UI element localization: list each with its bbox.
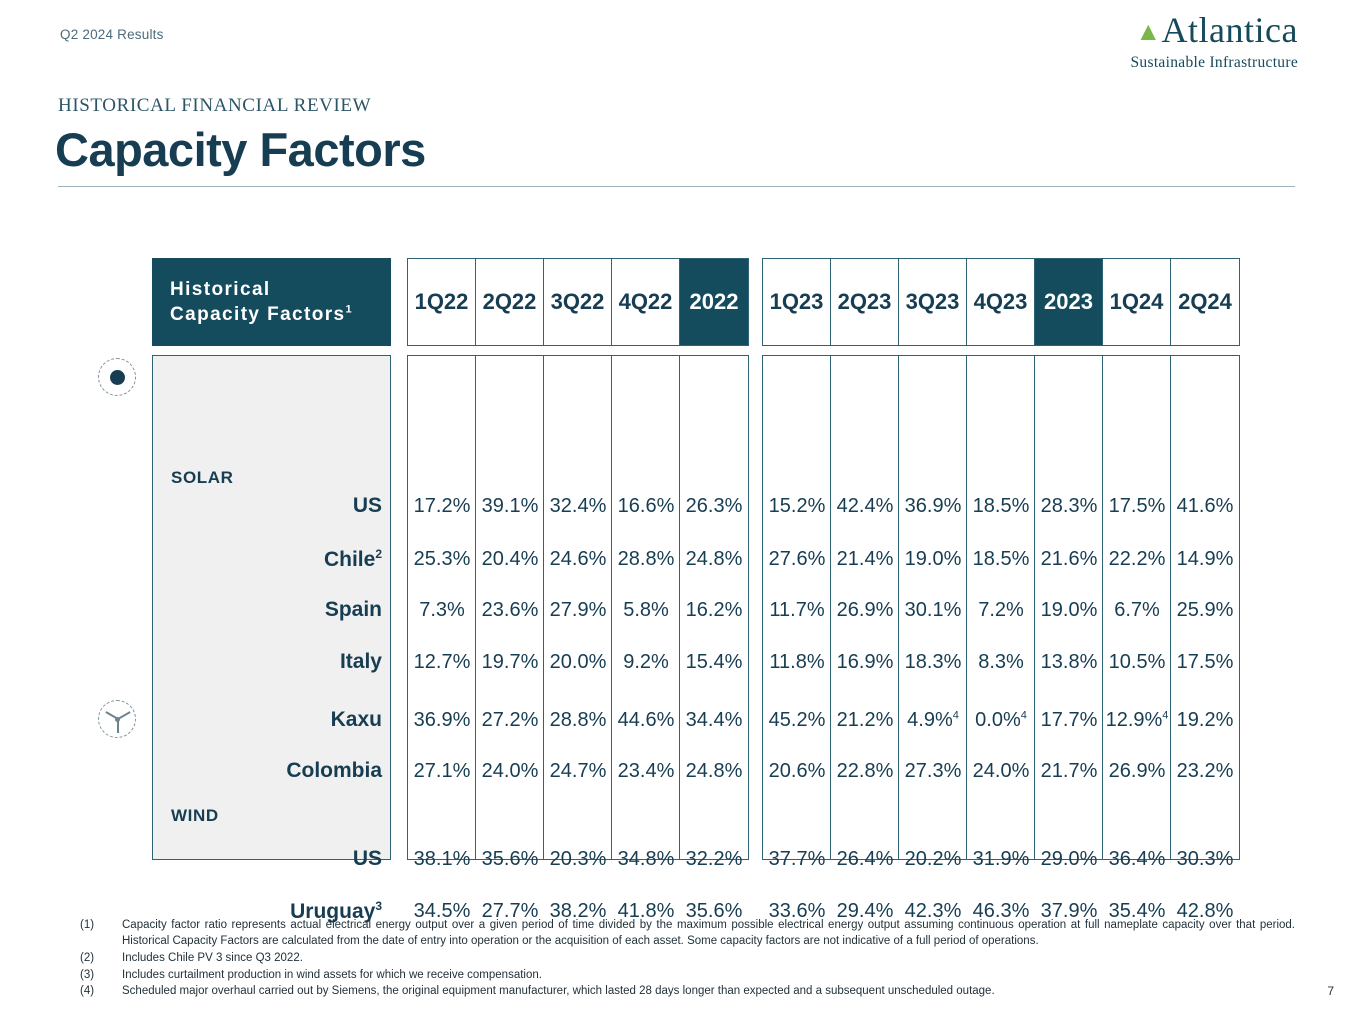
corner-title-line1: Historical: [170, 278, 271, 300]
cell-uruguay-2q23: 29.4%: [836, 900, 894, 922]
cell-italy-2023: 13.8%: [1040, 651, 1098, 673]
cell-us-2q23: 26.4%: [836, 848, 894, 870]
footnote-number: (4): [80, 985, 95, 998]
solar-icon: [98, 358, 136, 396]
cell-uruguay-2023: 37.9%: [1040, 900, 1098, 922]
cell-colombia-2023: 21.7%: [1040, 760, 1098, 782]
table-body: [152, 355, 1240, 923]
cell-us-2q23: 42.4%: [836, 495, 894, 517]
wind-blade: [118, 711, 131, 720]
cell-kaxu-2q22: 27.2%: [481, 709, 539, 731]
cell-italy-2q22: 19.7%: [481, 651, 539, 673]
cell-chile-1q22: 25.3%: [413, 548, 471, 570]
row-label-column: [152, 355, 391, 923]
cell-spain-1q22: 7.3%: [419, 599, 465, 621]
wind-icon: [98, 700, 136, 738]
row-label-chile-solar: Chile$^2$: [323, 547, 382, 571]
cell-chile-3q22: 24.6%: [549, 548, 607, 570]
row-label-italy-solar: Italy: [339, 650, 382, 673]
deck-label: Q2 2024 Results: [60, 27, 164, 42]
cell-us-1q22: 38.1%: [413, 848, 471, 870]
footnote-text: Capacity factor ratio represents actual electrical energy output over a given period of time divided by the maximum possible electrical energy output assuming continuous operation at full nameplate capacity over that period. Historical Capacity Factors are calculated from the date of entry into operation or the acquisition of each asset. Some capacity factors are not indicative of a full period of operations.: [122, 919, 1295, 947]
cell-uruguay-4q22: 41.8%: [617, 900, 675, 922]
cell-kaxu-2q23: 21.2%: [836, 709, 894, 731]
cell-colombia-1q22: 27.1%: [413, 760, 471, 782]
footnote-text: Scheduled major overhaul carried out by Siemens, the original equipment manufacturer, which lasted 28 days longer than expected and a subsequent unscheduled outage.: [122, 985, 995, 998]
data-column-2023: [1035, 356, 1103, 922]
data-column-2q22: [476, 356, 544, 922]
cell-chile-2q24: 14.9%: [1176, 548, 1234, 570]
row-label-uruguay-wind: Uruguay$^3$: [290, 899, 382, 923]
cell-kaxu-4q22: 44.6%: [617, 709, 675, 731]
cell-italy-2q23: 16.9%: [836, 651, 894, 673]
row-label-spain-solar: Spain: [324, 598, 382, 621]
cell-chile-2022: 24.8%: [685, 548, 743, 570]
column-header-2023: 2023: [1035, 259, 1103, 345]
cell-colombia-4q22: 23.4%: [617, 760, 675, 782]
capacity-factors-table: [152, 258, 1240, 923]
cell-spain-2q24: 25.9%: [1176, 599, 1234, 621]
cell-us-4q23: 18.5%: [972, 495, 1030, 517]
cell-spain-3q23: 30.1%: [904, 599, 962, 621]
footnotes: [80, 918, 1295, 1001]
data-column-4q23: [967, 356, 1035, 922]
cell-uruguay-1q24: 35.4%: [1108, 900, 1166, 922]
cell-kaxu-3q22: 28.8%: [549, 709, 607, 731]
row-label-us-solar: US: [352, 494, 382, 517]
wind-blade: [117, 719, 119, 733]
footnote-number: (3): [80, 968, 95, 981]
cell-italy-3q23: 18.3%: [904, 651, 962, 673]
cell-spain-2q23: 26.9%: [836, 599, 894, 621]
logo-wordmark: [1131, 12, 1298, 48]
column-header-2q24: 2Q24: [1178, 289, 1232, 314]
cell-spain-2023: 19.0%: [1040, 599, 1098, 621]
cell-italy-3q22: 20.0%: [549, 651, 607, 673]
data-column-1q22: [408, 356, 476, 922]
cell-kaxu-2022: 34.4%: [685, 709, 743, 731]
row-label-colombia-solar: Colombia: [286, 759, 382, 782]
cell-us-2023: 29.0%: [1040, 848, 1098, 870]
footnote: [80, 968, 1295, 984]
cell-italy-2q24: 17.5%: [1176, 651, 1234, 673]
corner-title-line2: Capacity Factors$^1$: [170, 303, 352, 325]
cell-uruguay-2q22: 27.7%: [481, 900, 539, 922]
cell-kaxu-1q22: 36.9%: [413, 709, 471, 731]
row-label-us-wind: US: [352, 847, 382, 870]
data-column-1q24: [1103, 356, 1171, 922]
data-column-2022: [680, 356, 748, 922]
column-header-4q22: 4Q22: [612, 259, 680, 345]
column-header-2q22: 2Q22: [476, 259, 544, 345]
cell-chile-1q24: 22.2%: [1108, 548, 1166, 570]
cell-spain-4q22: 5.8%: [623, 599, 669, 621]
cell-spain-2022: 16.2%: [685, 599, 743, 621]
cell-spain-4q23: 7.2%: [978, 599, 1024, 621]
cell-kaxu-2023: 17.7%: [1040, 709, 1098, 731]
cell-kaxu-1q23: 45.2%: [768, 709, 826, 731]
cell-colombia-2q22: 24.0%: [481, 760, 539, 782]
data-column-4q22: [612, 356, 680, 922]
cell-spain-3q22: 27.9%: [549, 599, 607, 621]
cell-us-3q22: 20.3%: [549, 848, 607, 870]
cell-kaxu-3q23: 4.9%$^4$: [907, 709, 959, 731]
cell-colombia-2022: 24.8%: [685, 760, 743, 782]
cell-spain-2q22: 23.6%: [481, 599, 539, 621]
cell-us-1q24: 36.4%: [1108, 848, 1166, 870]
cell-us-1q23: 15.2%: [768, 495, 826, 517]
cell-chile-3q23: 19.0%: [904, 548, 962, 570]
column-header-2q23: 2Q23: [831, 259, 899, 345]
column-header-4q23: 4Q23: [967, 259, 1035, 345]
cell-us-2q24: 41.6%: [1176, 495, 1234, 517]
cell-kaxu-4q23: 0.0%$^4$: [975, 709, 1027, 731]
column-header-1q23: 1Q23: [763, 259, 831, 345]
section-label-wind: WIND: [171, 806, 219, 825]
cell-colombia-1q24: 26.9%: [1108, 760, 1166, 782]
cell-colombia-4q23: 24.0%: [972, 760, 1030, 782]
table-header-row: [152, 258, 1240, 346]
section-eyebrow: HISTORICAL FINANCIAL REVIEW: [58, 95, 372, 116]
cell-chile-4q22: 28.8%: [617, 548, 675, 570]
cell-chile-2q22: 20.4%: [481, 548, 539, 570]
section-label-solar: SOLAR: [171, 468, 234, 487]
footnote-text: Includes curtailment production in wind assets for which we receive compensation.: [122, 968, 542, 981]
column-header-2022: 2022: [680, 259, 748, 345]
cell-chile-2023: 21.6%: [1040, 548, 1098, 570]
cell-italy-1q24: 10.5%: [1108, 651, 1166, 673]
table-corner-title: [152, 258, 391, 346]
data-column-3q22: [544, 356, 612, 922]
cell-colombia-1q23: 20.6%: [768, 760, 826, 782]
column-header-1q24: 1Q24: [1103, 259, 1171, 345]
data-column-2q23: [831, 356, 899, 922]
data-column-3q23: [899, 356, 967, 922]
cell-us-4q22: 34.8%: [617, 848, 675, 870]
cell-uruguay-2q24: 42.8%: [1176, 900, 1234, 922]
cell-italy-2022: 15.4%: [685, 651, 743, 673]
cell-us-2q22: 39.1%: [481, 495, 539, 517]
cell-spain-1q23: 11.7%: [769, 599, 825, 621]
row-label-kaxu-solar: Kaxu: [330, 708, 382, 731]
cell-uruguay-1q23: 33.6%: [768, 900, 826, 922]
title-divider: [58, 186, 1295, 187]
page-number: 7: [1327, 984, 1334, 998]
logo-main-text: Atlantica: [1161, 10, 1298, 50]
cell-us-2023: 28.3%: [1040, 495, 1098, 517]
cell-colombia-2q23: 22.8%: [836, 760, 894, 782]
atlantica-logo: [1131, 12, 1298, 71]
cell-uruguay-2022: 35.6%: [685, 900, 743, 922]
cell-us-4q23: 31.9%: [972, 848, 1030, 870]
logo-tagline: Sustainable Infrastructure: [1130, 54, 1298, 71]
cell-uruguay-3q22: 38.2%: [549, 900, 607, 922]
cell-us-2q24: 30.3%: [1176, 848, 1234, 870]
cell-colombia-3q23: 27.3%: [904, 760, 962, 782]
cell-uruguay-1q22: 34.5%: [413, 900, 471, 922]
cell-us-3q22: 32.4%: [549, 495, 607, 517]
cell-italy-4q22: 9.2%: [623, 651, 669, 673]
cell-kaxu-1q24: 12.9%$^4$: [1105, 709, 1169, 731]
cell-us-3q23: 20.2%: [904, 848, 962, 870]
footnote: [80, 951, 1295, 967]
header-group-2023: [762, 258, 1240, 346]
cell-us-3q23: 36.9%: [904, 495, 962, 517]
data-column-1q23: [763, 356, 831, 922]
cell-us-2022: 32.2%: [685, 848, 743, 870]
cell-spain-1q24: 6.7%: [1114, 599, 1160, 621]
cell-us-2q22: 35.6%: [481, 848, 539, 870]
column-header-1q22: 1Q22: [408, 259, 476, 345]
footnote: [80, 918, 1295, 950]
header-group-2022: [407, 258, 749, 346]
cell-us-2022: 26.3%: [685, 495, 743, 517]
footnote-number: (2): [80, 951, 95, 964]
data-group-2023: [762, 355, 1240, 922]
cell-colombia-3q22: 24.7%: [549, 760, 607, 782]
data-column-2q24: [1171, 356, 1239, 922]
cell-italy-1q22: 12.7%: [413, 651, 471, 673]
footnote: [80, 984, 1295, 1000]
wind-blade: [105, 711, 118, 720]
data-group-2022: [407, 355, 749, 922]
cell-colombia-2q24: 23.2%: [1176, 760, 1234, 782]
cell-uruguay-3q23: 42.3%: [904, 900, 962, 922]
cell-us-1q22: 17.2%: [413, 495, 471, 517]
cell-uruguay-4q23: 46.3%: [972, 900, 1030, 922]
cell-us-1q24: 17.5%: [1108, 495, 1166, 517]
cell-us-1q23: 37.7%: [768, 848, 826, 870]
footnote-text: Includes Chile PV 3 since Q3 2022.: [122, 951, 303, 964]
column-header-3q22: 3Q22: [544, 259, 612, 345]
cell-chile-2q23: 21.4%: [836, 548, 894, 570]
leaf-icon: ▲: [1135, 17, 1162, 46]
page-title: Capacity Factors: [55, 123, 426, 176]
cell-italy-1q23: 11.8%: [769, 651, 825, 673]
cell-kaxu-2q24: 19.2%: [1176, 709, 1234, 731]
cell-us-4q22: 16.6%: [617, 495, 675, 517]
column-header-3q23: 3Q23: [899, 259, 967, 345]
cell-chile-1q23: 27.6%: [768, 548, 826, 570]
cell-chile-4q23: 18.5%: [972, 548, 1030, 570]
cell-italy-4q23: 8.3%: [978, 651, 1024, 673]
footnote-number: (1): [80, 919, 95, 931]
